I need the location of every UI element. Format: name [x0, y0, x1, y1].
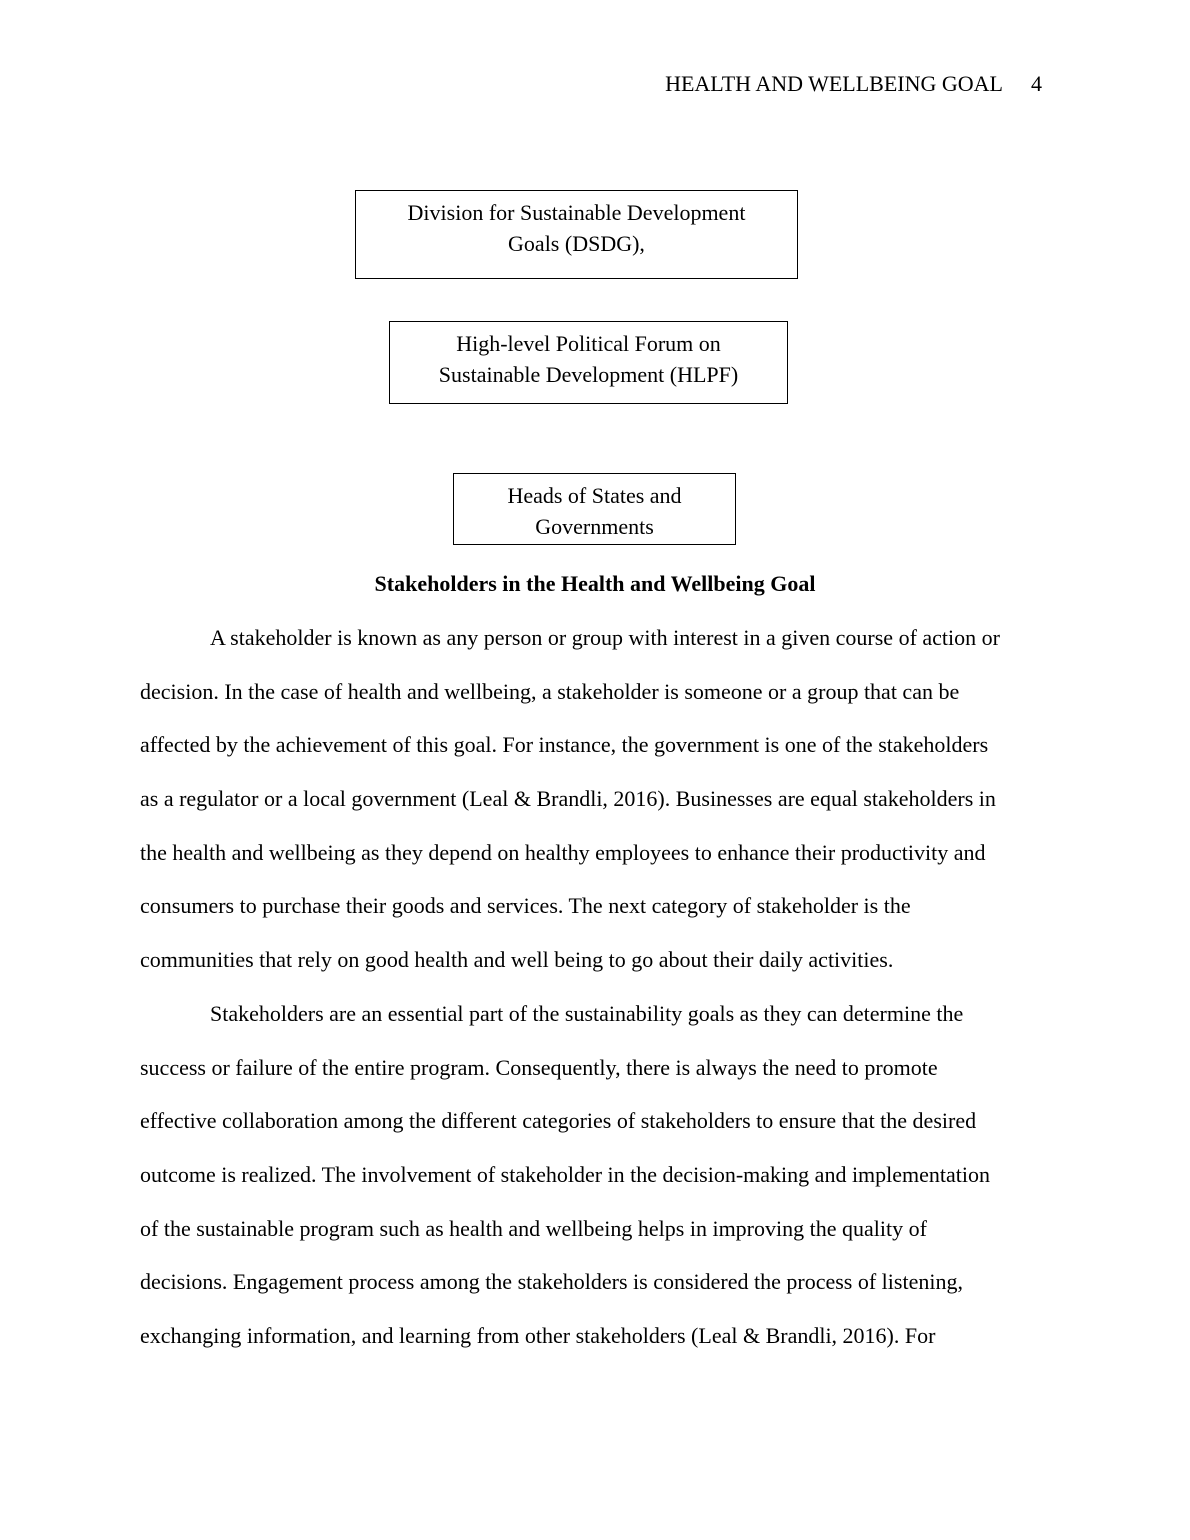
paragraph-line: A stakeholder is known as any person or group with interest in a given course of action or — [210, 625, 1000, 650]
body-text — [140, 620, 1060, 1372]
diagram-box-line: Heads of States and — [507, 483, 682, 508]
paragraph-line: communities that rely on good health and well being to go about their daily activities. — [140, 947, 894, 973]
page-number: 4 — [1031, 71, 1042, 96]
paragraph-1 — [140, 620, 1060, 996]
diagram-box-line: Sustainable Development (HLPF) — [438, 362, 739, 387]
diagram-box-heads-of-states — [453, 473, 736, 545]
paragraph-line: decisions. Engagement process among the stakeholders is considered the process of listening, — [140, 1269, 963, 1295]
diagram-box-hlpf — [389, 321, 788, 404]
paragraph-line: decision. In the case of health and wellbeing, a stakeholder is someone or a group that can be — [140, 678, 960, 704]
paragraph-line: exchanging information, and learning from other stakeholders (Leal & Brandli, 2016). For — [140, 1322, 936, 1348]
diagram-box-dsdg — [355, 190, 798, 279]
diagram-box-line: High-level Political Forum on — [456, 331, 721, 356]
paragraph-2 — [140, 996, 1060, 1372]
diagram-box-line: Goals (DSDG), — [508, 231, 645, 256]
paragraph-line: affected by the achievement of this goal. For instance, the government is one of the stakeholders — [140, 732, 989, 758]
paragraph-line: outcome is realized. The involvement of stakeholder in the decision-making and implementation — [140, 1161, 991, 1187]
diagram-box-line: Division for Sustainable Development — [407, 200, 746, 225]
diagram-box-line: Governments — [535, 514, 654, 539]
running-header — [140, 70, 1042, 98]
paragraph-line: Stakeholders are an essential part of the sustainability goals as they can determine the — [210, 1000, 964, 1026]
paragraph-line: the health and wellbeing as they depend on healthy employees to enhance their productivity and — [140, 839, 986, 865]
running-title: HEALTH AND WELLBEING GOAL — [665, 71, 1003, 96]
section-heading: Stakeholders in the Health and Wellbeing Goal — [374, 571, 816, 596]
paragraph-line: as a regulator or a local government (Leal & Brandli, 2016). Businesses are equal stakeholders in — [140, 786, 996, 812]
paragraph-line: consumers to purchase their goods and services. The next category of stakeholder is the — [140, 893, 911, 919]
paragraph-line: of the sustainable program such as health and wellbeing helps in improving the quality of — [140, 1215, 927, 1241]
paragraph-line: effective collaboration among the different categories of stakeholders to ensure that the desired — [140, 1108, 977, 1134]
paragraph-line: success or failure of the entire program. Consequently, there is always the need to promote — [140, 1054, 938, 1080]
